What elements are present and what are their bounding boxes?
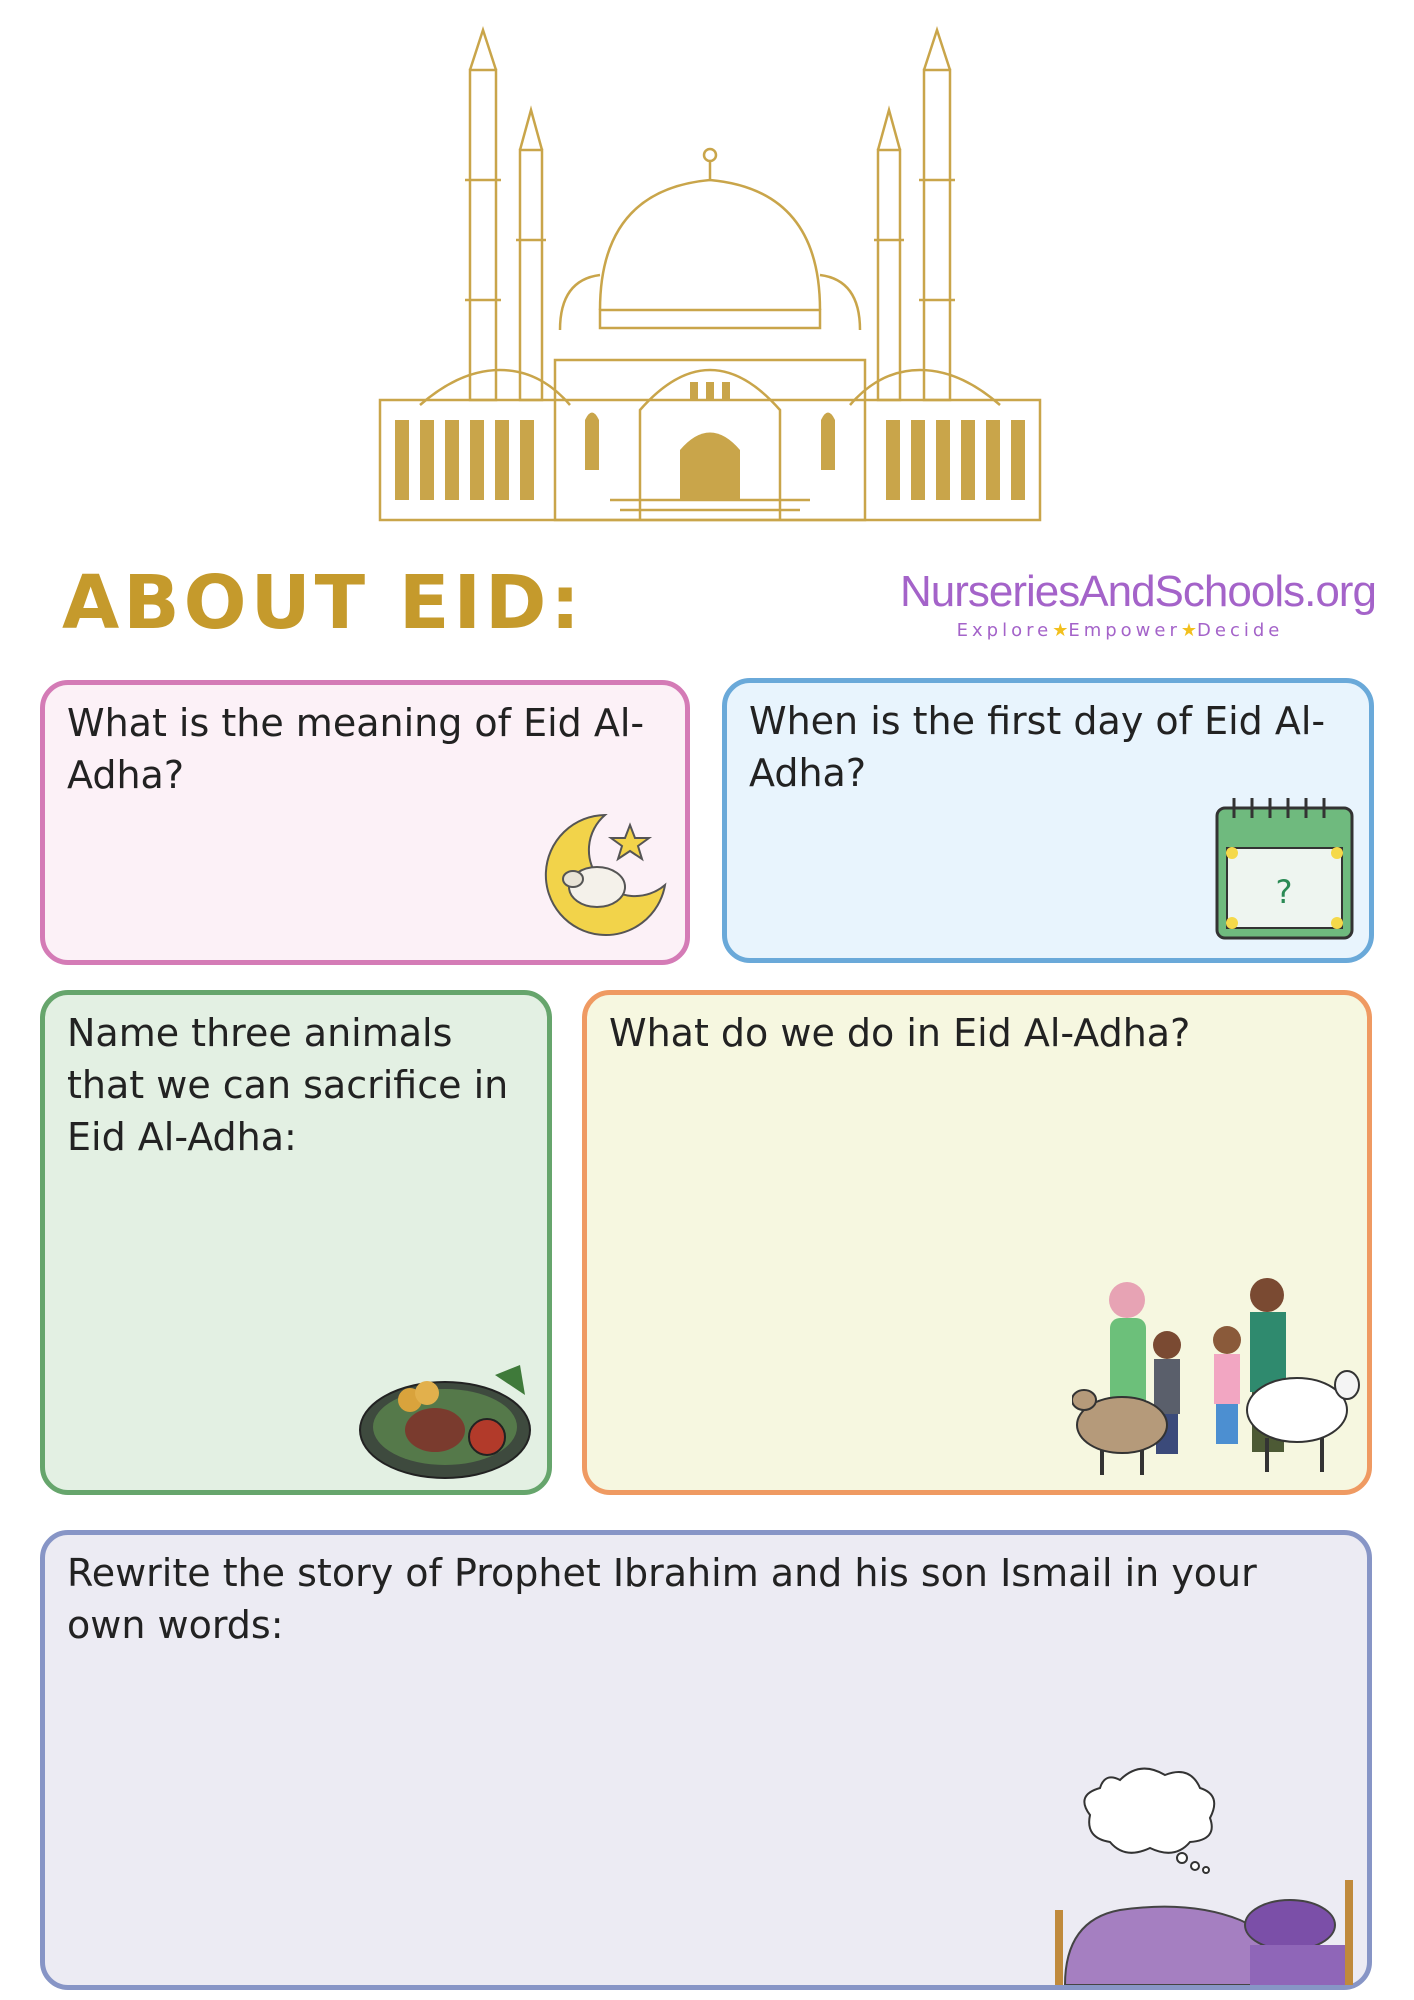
page-title: ABOUT EID: bbox=[62, 560, 585, 646]
food-plate-icon bbox=[355, 1355, 540, 1485]
star-icon: ★ bbox=[1052, 620, 1069, 642]
question-text: Rewrite the story of Prophet Ibrahim and his son Ismail in your own words: bbox=[67, 1551, 1257, 1647]
question-box-meaning[interactable] bbox=[40, 680, 690, 965]
question-text: When is the first day of Eid Al-Adha? bbox=[749, 699, 1326, 795]
logo-tagline bbox=[900, 620, 1340, 641]
question-box-what-we-do[interactable] bbox=[582, 990, 1372, 1495]
question-box-animals[interactable] bbox=[40, 990, 552, 1495]
question-text: Name three animals that we can sacrifice in Eid Al-Adha: bbox=[67, 1011, 509, 1159]
crescent-sheep-icon bbox=[535, 805, 675, 945]
family-sheep-icon bbox=[1072, 1260, 1362, 1490]
mosque-icon bbox=[370, 10, 1050, 530]
logo-tag-decide: Decide bbox=[1197, 620, 1284, 642]
question-box-story[interactable] bbox=[40, 1530, 1372, 1990]
question-box-first-day[interactable] bbox=[722, 678, 1374, 963]
star-icon: ★ bbox=[1180, 620, 1198, 642]
logo-tag-empower: Empower bbox=[1068, 620, 1181, 642]
calendar-icon bbox=[1212, 793, 1357, 943]
logo-text: NurseriesAndSchools.org bbox=[900, 567, 1376, 616]
question-text: What is the meaning of Eid Al-Adha? bbox=[67, 701, 645, 797]
logo bbox=[900, 567, 1376, 642]
logo-tag-explore: Explore bbox=[956, 620, 1053, 642]
question-text: What do we do in Eid Al-Adha? bbox=[609, 1011, 1191, 1055]
bed-dream-icon bbox=[1050, 1760, 1365, 1985]
calendar-mark: ? bbox=[1275, 873, 1293, 911]
